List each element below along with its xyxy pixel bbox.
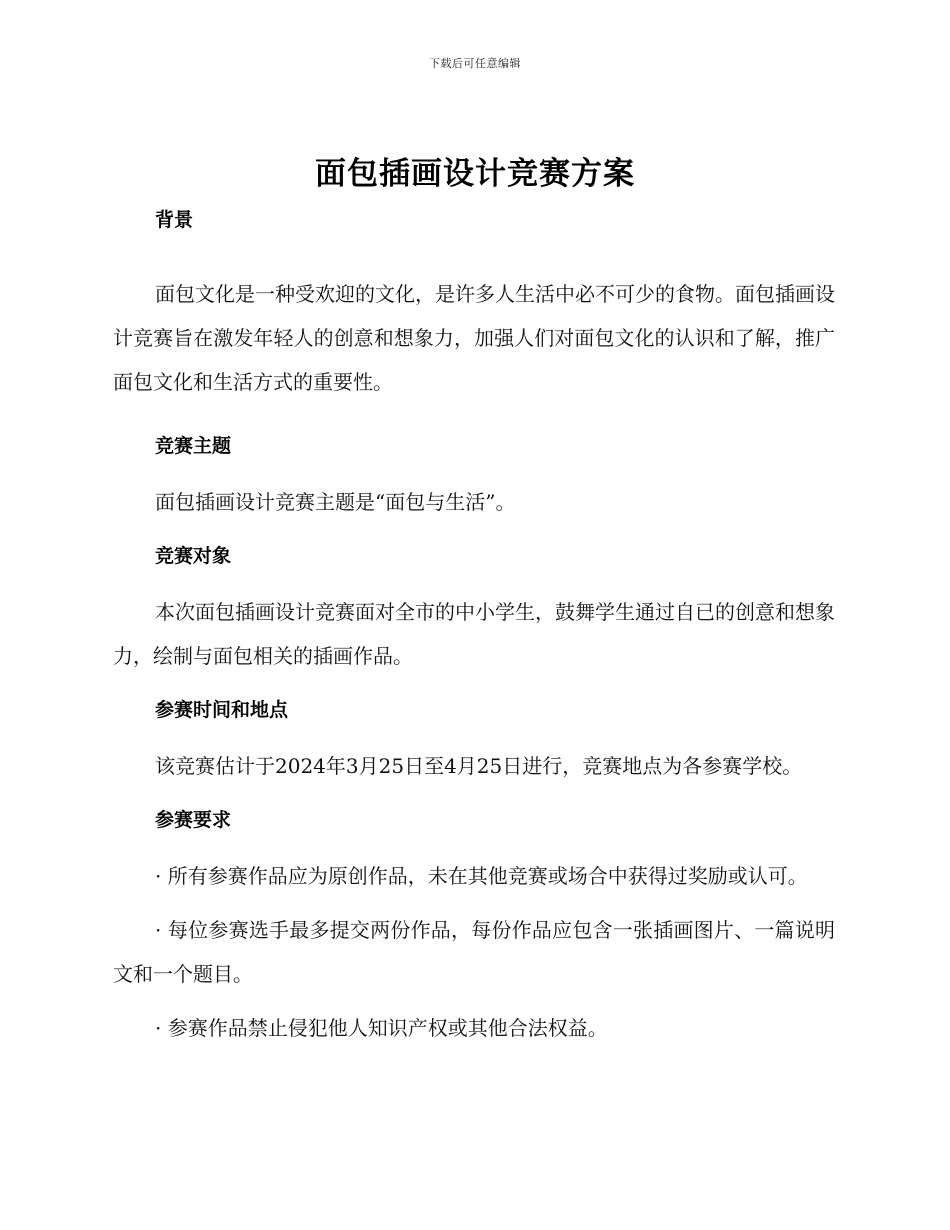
requirement-item-2: · 每位参赛选手最多提交两份作品，每份作品应包含一张插画图片、一篇说明文和一个题目。 bbox=[113, 918, 835, 986]
paragraph-participants: 本次面包插画设计竞赛面对全市的中小学生，鼓舞学生通过自已的创意和想象力，绘制与面包相关的插画作品。 bbox=[113, 600, 835, 668]
requirement-item-3: · 参赛作品禁止侵犯他人知识产权或其他合法权益。 bbox=[155, 1016, 608, 1040]
paragraph-background: 面包文化是一种受欢迎的文化，是许多人生活中必不可少的食物。面包插画设计竞赛旨在激发年轻人的创意和想象力，加强人们对面包文化的认识和了解，推广面包文化和生活方式的重要性。 bbox=[113, 282, 835, 394]
requirement-item-1: · 所有参赛作品应为原创作品，未在其他竞赛或场合中获得过奖励或认可。 bbox=[155, 864, 808, 888]
section-heading-time-place: 参赛时间和地点 bbox=[155, 699, 289, 721]
document-title: 面包插画设计竞赛方案 bbox=[315, 156, 635, 192]
paragraph-time-place: 该竞赛估计于2024年3月25日至4月25日进行，竞赛地点为各参赛学校。 bbox=[155, 754, 803, 778]
section-heading-theme: 竞赛主题 bbox=[155, 435, 232, 457]
section-heading-participants: 竞赛对象 bbox=[155, 545, 232, 567]
section-heading-requirements: 参赛要求 bbox=[155, 809, 232, 831]
section-heading-background: 背景 bbox=[155, 209, 194, 231]
paragraph-theme: 面包插画设计竞赛主题是“面包与生活”。 bbox=[155, 490, 516, 514]
document-body bbox=[113, 200, 835, 1050]
header-note: 下载后可任意编辑 bbox=[429, 57, 521, 70]
